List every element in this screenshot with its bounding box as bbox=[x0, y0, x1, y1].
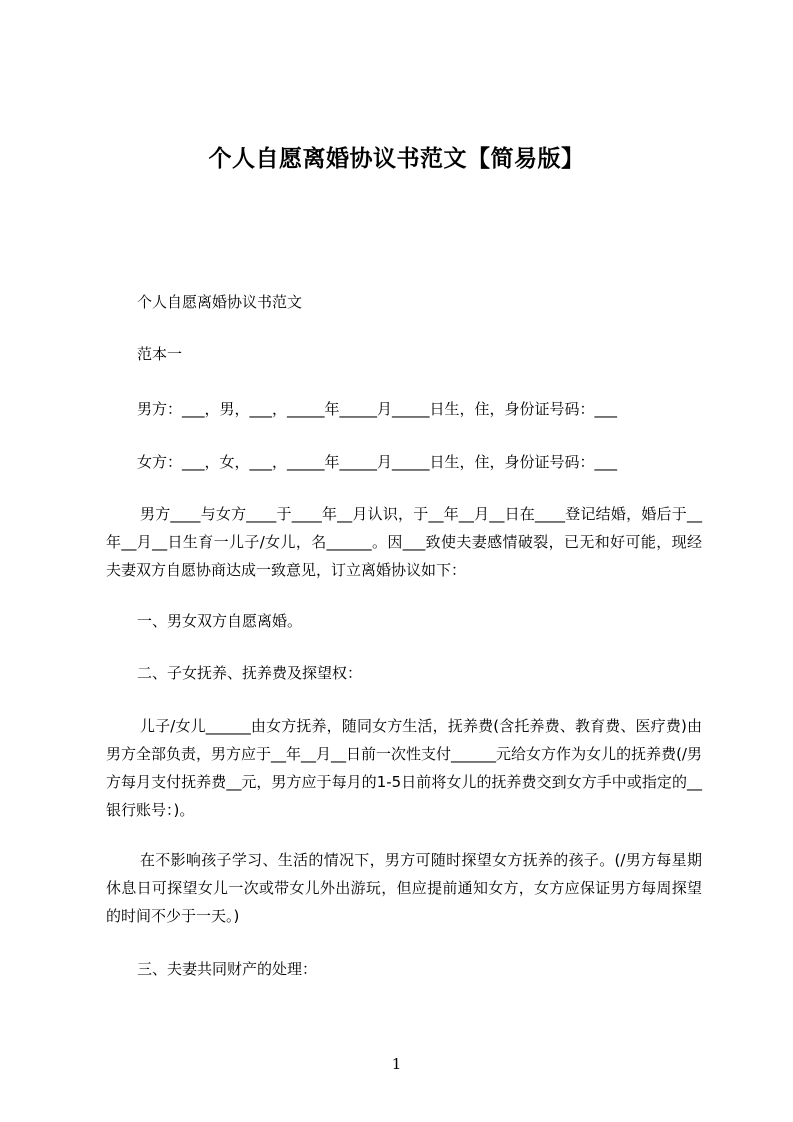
wife-info-line: 女方：___，女，___，_____年_____月_____日生，住，身份证号码：___ bbox=[137, 453, 618, 471]
husband-info-line: 男方：___，男，___，_____年_____月_____日生，住，身份证号码：___ bbox=[137, 400, 618, 418]
section-heading-1: 一、男女双方自愿离婚。 bbox=[137, 612, 303, 630]
document-subtitle: 个人自愿离婚协议书范文 bbox=[137, 293, 303, 311]
sample-label: 范本一 bbox=[137, 345, 183, 363]
section-heading-2: 二、子女抚养、抚养费及探望权： bbox=[137, 664, 363, 682]
section-heading-3: 三、夫妻共同财产的处理： bbox=[137, 960, 318, 978]
page-number: 1 bbox=[391, 1055, 402, 1073]
visitation-paragraph: 在不影响孩子学习、生活的情况下，男方可随时探望女方抚养的孩子。(/男方每星期休息日可探望女儿一次或带女儿外出游玩，但应提前通知女方，女方应保证男方每周探望的时间不少于一天。) bbox=[106, 851, 702, 925]
intro-paragraph: 男方____与女方____于____年__月认识，于__年__月__日在____登记结婚，婚后于__年__月__日生育一儿子/女儿，名______。因___致使夫妻感情破裂，已无和好可能，现经夫妻双方自愿协商达成一致意见，订立离婚协议如下： bbox=[106, 505, 702, 579]
document-title: 个人自愿离婚协议书范文【简易版】 bbox=[208, 146, 585, 172]
custody-paragraph: 儿子/女儿______由女方抚养，随同女方生活，抚养费(含托养费、教育费、医疗费)由男方全部负责，男方应于__年__月__日前一次性支付______元给女方作为女儿的抚养费(/男方每月支付抚养费__元，男方应于每月的1-5日前将女儿的抚养费交到女方手中或指定的__银行账号：)。 bbox=[106, 717, 702, 819]
